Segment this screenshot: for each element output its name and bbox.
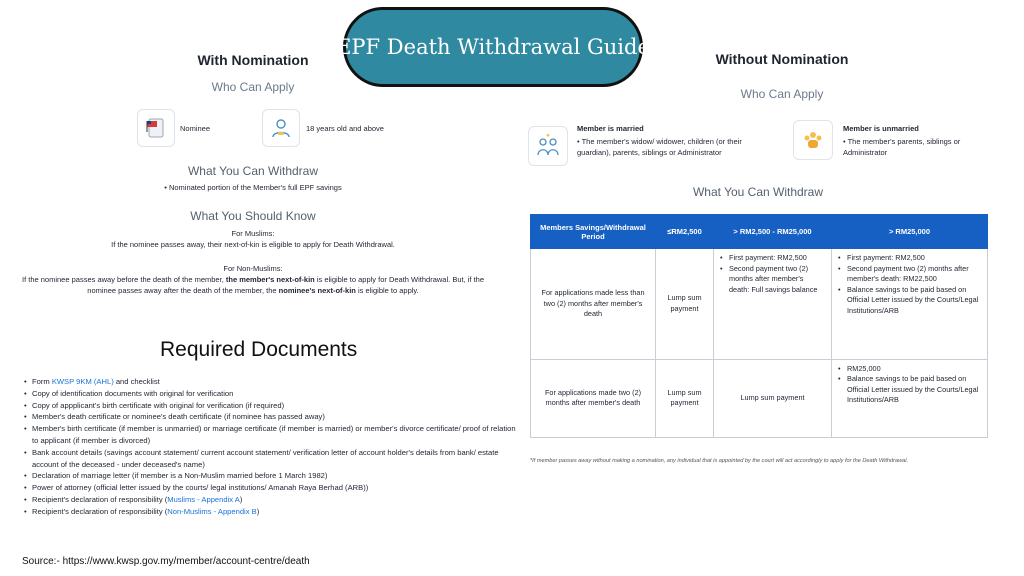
nonmuslims-text: If the nominee passes away before the death of the member, the member's next-of-kin is eligible to apply for Death Withdrawal. But, if the nominee passes away after the death of the member, the nominee's next-of-kin is eligible to apply. bbox=[21, 275, 484, 295]
document-item: • Copy of identification documents with original for verification bbox=[24, 388, 519, 400]
required-documents-list bbox=[24, 376, 519, 518]
document-item: • Declaration of marriage letter (if member is a Non-Muslim married before 1 March 1982) bbox=[24, 470, 519, 482]
table-cell: Lump sum payment bbox=[656, 249, 714, 359]
applicant-age-label: 18 years old and above bbox=[306, 124, 384, 133]
appendix-a-link[interactable]: Muslims - Appendix A bbox=[167, 494, 240, 504]
what-withdraw-text: • Nominated portion of the Member's full EPF savings bbox=[164, 183, 342, 192]
document-item: • Bank account details (savings account statement/ current account statement/ verification letter of account holder's details from bank/ estate account of the deceased - under deceased's name) bbox=[24, 447, 519, 471]
what-withdraw-heading: What You Can Withdraw bbox=[187, 164, 319, 178]
withdrawal-table bbox=[530, 214, 988, 438]
group-icon bbox=[793, 120, 833, 160]
document-item: • Copy of appplicant's birth certificate with original for verification (if required) bbox=[24, 400, 519, 412]
document-item: • Recipient's declaration of responsibility (Non-Muslims - Appendix B) bbox=[24, 506, 519, 518]
applicant-nominee-label: Nominee bbox=[180, 124, 211, 133]
document-item: • Recipient's declaration of responsibility (Muslims - Appendix A) bbox=[24, 494, 519, 506]
table-header: Members Savings/Withdrawal Period bbox=[531, 215, 656, 249]
table-cell: Lump sum payment bbox=[656, 359, 714, 437]
table-row bbox=[531, 359, 988, 437]
table-cell: • First payment: RM2,500 • Second payment two (2) months after member's death: Full savings balance bbox=[714, 249, 832, 359]
without-who-can-apply-heading: Who Can Apply bbox=[740, 87, 824, 101]
muslims-label: For Muslims: bbox=[231, 229, 275, 238]
nonmuslims-label: For Non-Muslims: bbox=[223, 264, 283, 273]
table-cell: • First payment: RM2,500 • Second payment two (2) months after member's death: RM22,500 • Balance savings to be paid based on Official Letter issued by the Courts/Legal Institutions/ARB bbox=[832, 249, 988, 359]
table-cell: Lump sum payment bbox=[714, 359, 832, 437]
table-header-row bbox=[531, 215, 988, 249]
table-cell: For applications made less than two (2) months after member's death bbox=[531, 249, 656, 359]
appendix-b-link[interactable]: Non-Muslims - Appendix B bbox=[167, 506, 257, 516]
should-know-heading: What You Should Know bbox=[190, 209, 316, 223]
member-married-title: Member is married bbox=[577, 124, 644, 133]
table-row bbox=[531, 249, 988, 359]
document-item: • Power of attorney (official letter issued by the courts/ legal institutions/ Amanah Raya Berhad (ARB)) bbox=[24, 482, 519, 494]
document-item: • Form KWSP 9KM (AHL) and checklist bbox=[24, 376, 519, 388]
member-unmarried-title: Member is unmarried bbox=[843, 124, 919, 133]
without-nomination-heading: Without Nomination bbox=[715, 51, 849, 67]
document-item: • Member's death certificate or nominee's death certificate (if nominee has passed away) bbox=[24, 411, 519, 423]
table-cell: • RM25,000 • Balance savings to be paid based on Official Letter issued by the Courts/Legal Institutions/ARB bbox=[832, 359, 988, 437]
table-header: > RM2,500 - RM25,000 bbox=[714, 215, 832, 249]
guide-title-banner bbox=[336, 7, 650, 87]
table-header: > RM25,000 bbox=[832, 215, 988, 249]
guide-title: EPF Death Withdrawal Guide bbox=[336, 35, 650, 59]
with-nomination-heading: With Nomination bbox=[197, 52, 309, 68]
document-item: • Member's birth certificate (if member is unmarried) or marriage certificate (if member is married) or member's divorce certificate/ proof of relation to applicant (if member is divorced) bbox=[24, 423, 519, 447]
person-badge-icon bbox=[262, 109, 300, 147]
family-icon bbox=[528, 126, 568, 166]
source-text: Source:- https://www.kwsp.gov.my/member/account-centre/death bbox=[22, 556, 310, 567]
table-header: ≤RM2,500 bbox=[656, 215, 714, 249]
member-unmarried-text: • The member's parents, siblings or Administrator bbox=[843, 137, 961, 157]
form-link[interactable]: KWSP 9KM (AHL) bbox=[51, 377, 114, 386]
required-documents-title: Required Documents bbox=[160, 338, 358, 361]
flag-document-icon bbox=[137, 109, 175, 147]
footnote: *If member passes away without making a nomination, any individual that is appointed by the court will act accordingly to apply for the Death Withdrawal. bbox=[530, 458, 909, 464]
member-married-text: • The member's widow/ widower, children (or their guardian), parents, siblings or Administrator bbox=[577, 137, 742, 157]
who-can-apply-heading: Who Can Apply bbox=[211, 80, 295, 94]
without-what-withdraw-heading: What You Can Withdraw bbox=[692, 185, 824, 199]
muslims-text: If the nominee passes away, their next-of-kin is eligible to apply for Death Withdrawal. bbox=[111, 240, 395, 249]
table-cell: For applications made two (2) months after member's death bbox=[531, 359, 656, 437]
